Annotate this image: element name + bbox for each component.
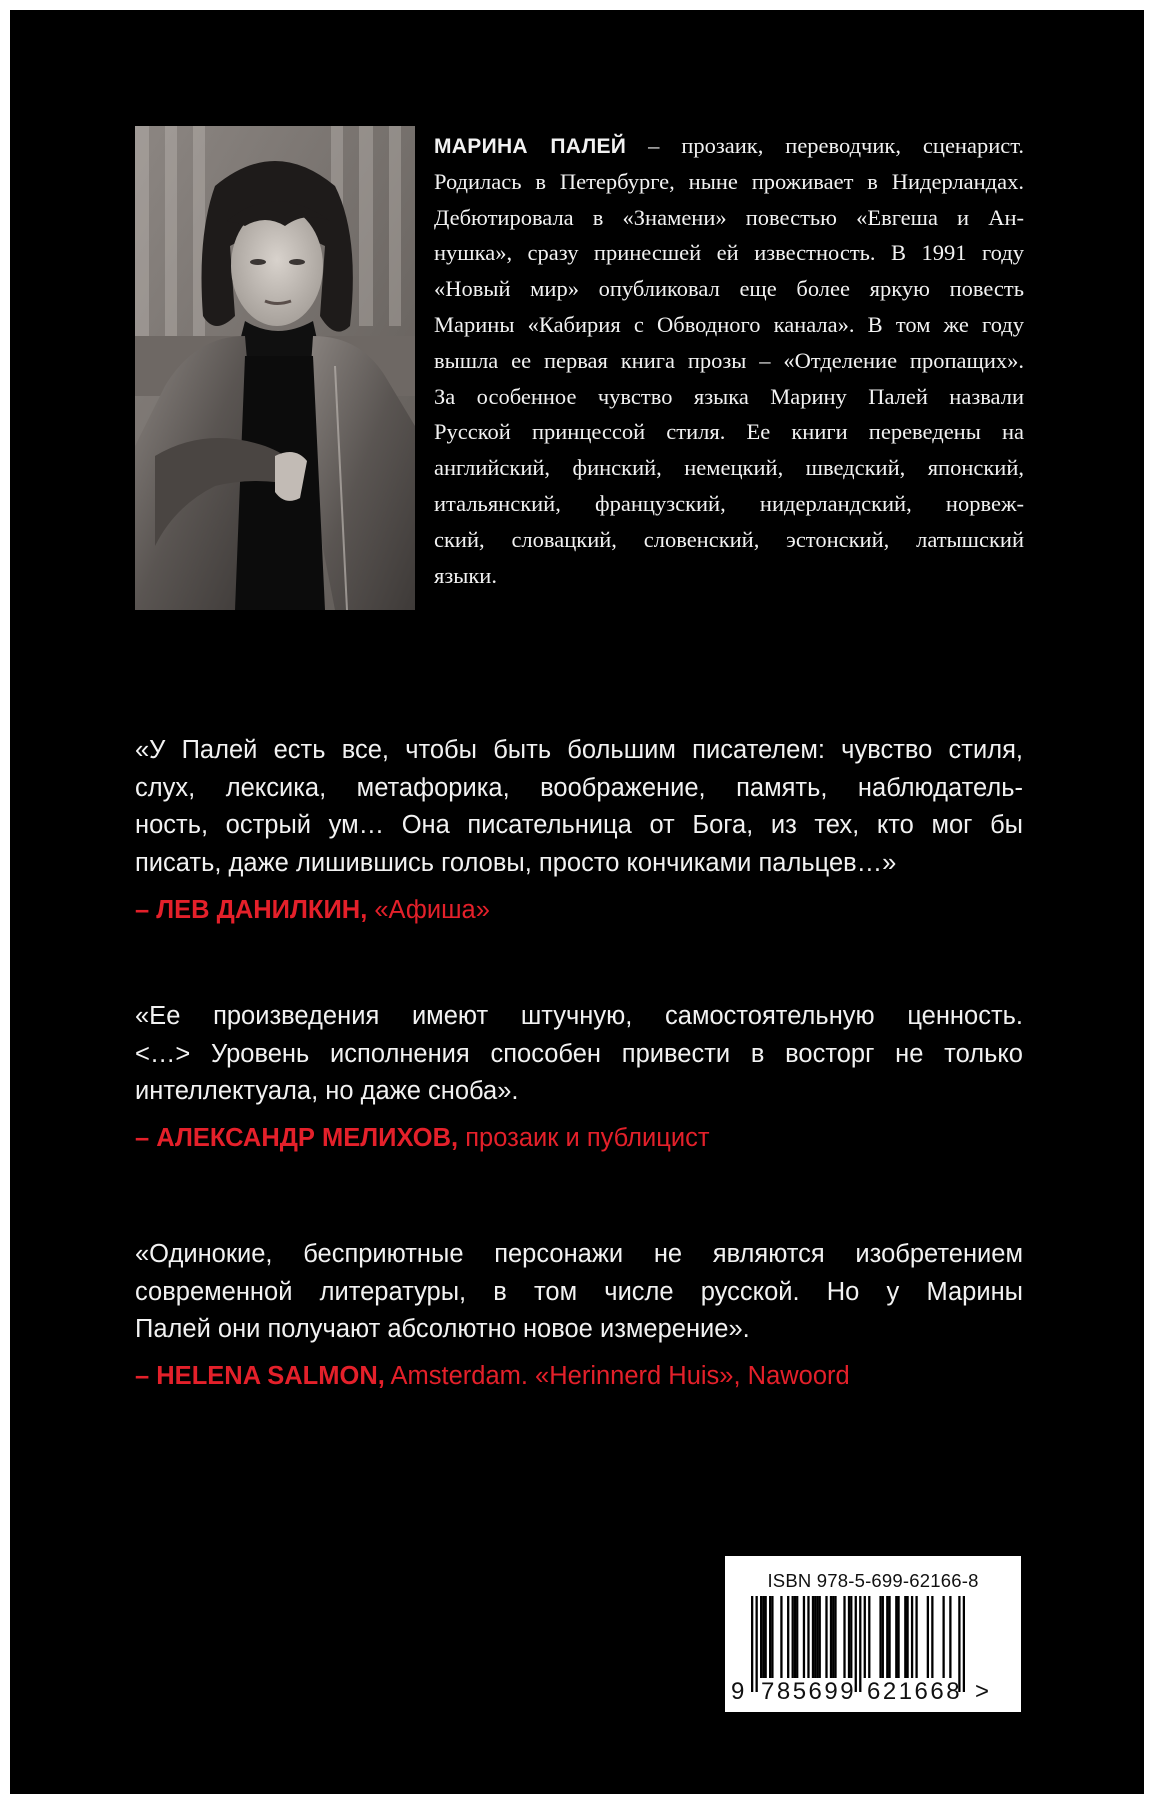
quote-line: ность, острый ум… Она писательница от Бога, из тех, кто мог бы [135,811,1023,839]
barcode-bar [771,1596,773,1678]
quote-line: «У Палей есть все, чтобы быть большим писателем: чувство стиля, [135,736,1023,764]
bio-line: ский, словацкий, словенский, эстонский, латышский [434,526,1024,552]
barcode-bar [769,1596,771,1678]
ean-lead-digit: 9 [731,1678,745,1705]
barcode-bar [819,1596,821,1678]
bio-line: МАРИНА ПАЛЕЙ – прозаик, переводчик, сценарист. [434,133,1024,158]
ean-right-group: 621668 [867,1678,963,1705]
barcode-bar [780,1596,782,1678]
quote-line: слух, лексика, метафорика, воображение, память, наблюдатель- [135,773,1023,802]
barcode-bar [816,1596,818,1678]
barcode-bar [859,1596,861,1692]
barcode-bar [812,1596,814,1678]
quote-author: – ЛЕВ ДАНИЛКИН, [135,896,368,924]
isbn-barcode [725,1556,1021,1712]
barcode-bar [792,1596,794,1678]
barcode-bar [834,1596,836,1678]
quote-author: – АЛЕКСАНДР МЕЛИХОВ, [135,1124,459,1152]
ean-left-group: 785699 [761,1678,857,1705]
bio-line: нушка», сразу принесшей ей известность. В 1991 году [434,240,1024,266]
barcode-bar [760,1596,762,1678]
barcode-bar [868,1596,870,1678]
barcode-bar [963,1596,965,1692]
barcode-bar [814,1596,816,1678]
ean-quiet-mark: > [975,1678,990,1705]
barcode-bar [864,1596,866,1678]
isbn-number: ISBN 978-5-699-62166-8 [767,1570,979,1591]
review-quote-danilkin [135,732,1023,882]
barcode-bar [931,1596,933,1678]
quote-source: Amsterdam. «Herinnerd Huis», Nawoord [390,1362,850,1390]
quote-line: интеллектуала, но даже сноба». [135,1077,519,1105]
barcode-bar [830,1596,832,1678]
barcode-bar [762,1596,764,1678]
barcode-bar [751,1596,753,1692]
bio-line: вышла ее первая книга прозы – «Отделение пропащих». [434,347,1024,373]
barcode-bar [886,1596,888,1678]
quote-attribution-danilkin [135,896,490,925]
barcode-bar [895,1596,897,1678]
barcode-bar [756,1596,758,1692]
bio-line: Марины «Кабирия с Обводного канала». В том же году [434,311,1024,337]
barcode-bar [794,1596,796,1678]
bio-line: Дебютировала в «Знамени» повестью «Евгеша и Ан- [434,204,1024,230]
quote-line: писать, даже лишившись головы, просто кончиками пальцев…» [135,848,897,877]
quote-line: «Ее произведения имеют штучную, самостоятельную ценность. [135,1002,1023,1030]
barcode-bar [882,1596,884,1678]
quote-attribution-melikhov [135,1124,710,1153]
bio-line: Родилась в Петербурге, ныне проживает в Нидерландах. [434,168,1024,194]
barcode-bar [911,1596,913,1678]
author-photo [135,126,415,610]
barcode-bar [888,1596,890,1678]
barcode-bar [949,1596,951,1678]
barcode-bar [879,1596,881,1678]
barcode-bar [942,1596,944,1678]
quote-attribution-salmon [135,1362,850,1391]
bio-line: Русской принцессой стиля. Ее книги переведены на [434,419,1024,445]
author-name: МАРИНА ПАЛЕЙ [434,135,627,158]
barcode-bar [906,1596,908,1678]
bio-line: «Новый мир» опубликовал еще более яркую повесть [434,276,1024,302]
quote-source: «Афиша» [374,896,490,924]
review-quote-salmon [135,1236,1023,1349]
barcode-bar [848,1596,850,1678]
barcode-bar [765,1596,767,1678]
barcode-bar [803,1596,805,1678]
bio-line: итальянский, французский, нидерландский, норвеж- [434,490,1024,516]
bio-line: английский, финский, немецкий, шведский, японский, [434,455,1024,481]
barcode-bar [796,1596,798,1678]
back-cover [10,10,1144,1794]
review-quote-melikhov [135,998,1023,1111]
bio-line: языки. [434,562,497,588]
barcode-bar [843,1596,845,1678]
barcode-bar [904,1596,906,1678]
barcode-bar [787,1596,789,1678]
barcode-bar [807,1596,809,1678]
barcode-bar [915,1596,917,1678]
barcode-bar [897,1596,899,1678]
bio-line: За особенное чувство языка Марину Палей назвали [434,383,1024,409]
quote-line: современной литературы, в том числе русской. Но у Марины [135,1277,1023,1306]
barcode-bar [850,1596,852,1678]
barcode-bar [927,1596,929,1678]
quote-author: – HELENA SALMON, [135,1362,385,1390]
quote-line: Палей они получают абсолютно новое измерение». [135,1315,750,1343]
barcode-bar [832,1596,834,1678]
quote-line: <…> Уровень исполнения способен привести в восторг не только [135,1039,1023,1068]
author-bio [434,128,1024,593]
barcode-bar [825,1596,827,1678]
quote-line: «Одинокие, бесприютные персонажи не являются изобретением [135,1240,1023,1268]
quote-source: прозаик и публицист [465,1124,710,1152]
